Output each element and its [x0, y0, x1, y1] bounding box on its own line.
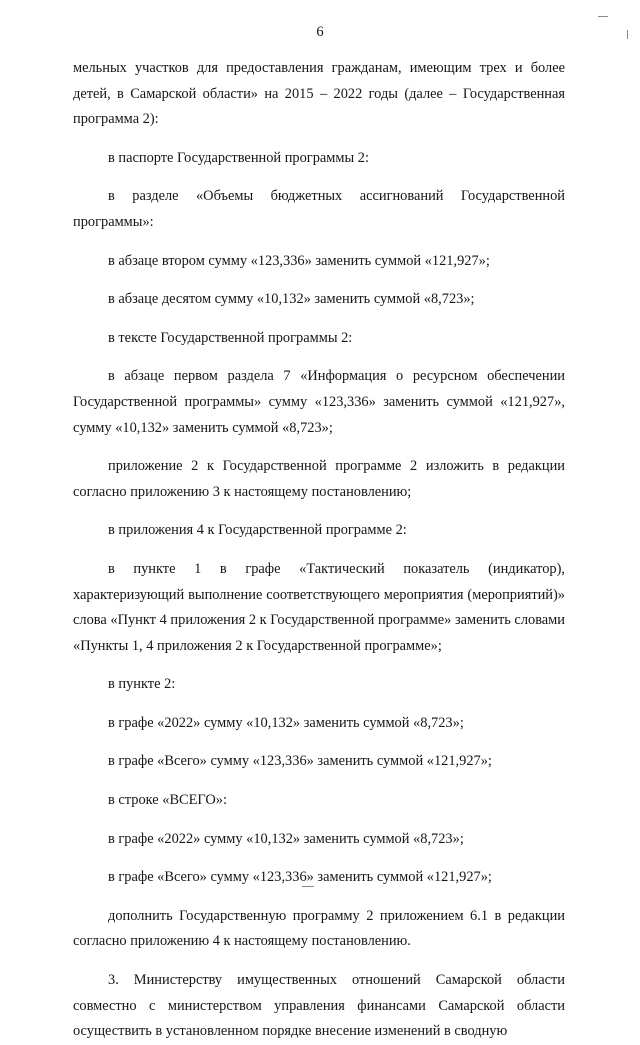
paragraph-6: в тексте Государственной программы 2: [108, 329, 353, 346]
paragraph-18: 3. Министерству имущественных отношений Самарской области совместно с министерством управления финансами Самарской области осуществить в установленном порядке внесение изменений в сводную [73, 972, 565, 1040]
paragraph-11: в пункте 2: [108, 676, 176, 693]
paragraph-5: в абзаце десятом сумму «10,132» заменить суммой «8,723»; [108, 291, 475, 308]
paragraph-4: в абзаце втором сумму «123,336» заменить суммой «121,927»; [108, 252, 490, 269]
scan-artifact [302, 886, 314, 887]
document-body [73, 56, 565, 1045]
paragraph-14: в строке «ВСЕГО»: [108, 792, 227, 809]
paragraph-12: в графе «2022» сумму «10,132» заменить суммой «8,723»; [108, 714, 464, 731]
paragraph-10: в пункте 1 в графе «Тактический показатель (индикатор), характеризующий выполнение соответствующего мероприятия (мероприятий)» слова «Пункт 4 приложения 2 к Государственной программе» заменить словами «Пункты 1, 4 приложения 2 к Государственной программе»; [73, 560, 565, 654]
page-number: 6 [316, 24, 324, 40]
scan-artifact [627, 30, 628, 39]
paragraph-9: в приложения 4 к Государственной программе 2: [108, 522, 407, 539]
paragraph-8: приложение 2 к Государственной программе 2 изложить в редакции согласно приложению 3 к настоящему постановлению; [73, 458, 565, 500]
paragraph-16: в графе «Всего» сумму «123,336» заменить суммой «121,927»; [108, 869, 492, 886]
scan-artifact [598, 16, 608, 17]
paragraph-3: в разделе «Объемы бюджетных ассигнований Государственной программы»: [73, 188, 565, 230]
paragraph-1: мельных участков для предоставления гражданам, имеющим трех и более детей, в Самарской области» на 2015 – 2022 годы (далее – Государственная программа 2): [73, 60, 565, 128]
paragraph-17: дополнить Государственную программу 2 приложением 6.1 в редакции согласно приложению 4 к настоящему постановлению. [73, 907, 565, 950]
paragraph-7: в абзаце первом раздела 7 «Информация о ресурсном обеспечении Государственной программы» сумму «123,336» заменить суммой «121,927», сумму «10,132» заменить суммой «8,723»; [73, 368, 565, 436]
paragraph-13: в графе «Всего» сумму «123,336» заменить суммой «121,927»; [108, 753, 492, 770]
paragraph-2: в паспорте Государственной программы 2: [108, 149, 369, 166]
paragraph-15: в графе «2022» сумму «10,132» заменить суммой «8,723»; [108, 830, 464, 847]
